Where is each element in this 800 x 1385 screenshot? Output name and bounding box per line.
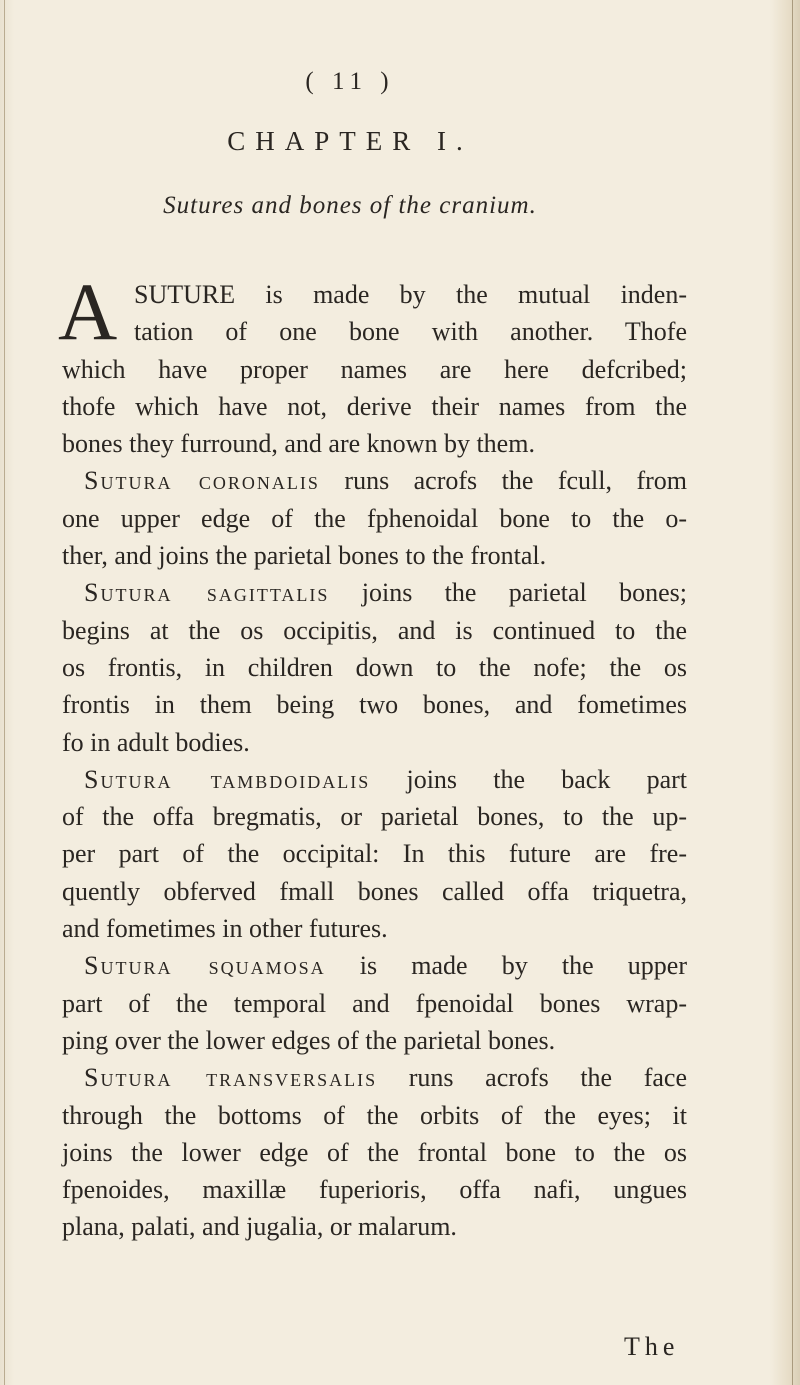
- text-line: tation of one bone with another. Thofe: [134, 317, 687, 347]
- chapter-subtitle: Sutures and bones of the cranium.: [163, 192, 537, 219]
- text-line: os frontis, in children down to the nofe; the os: [62, 652, 687, 682]
- text-line: frontis in them being two bones, and fometimes: [62, 690, 687, 720]
- text-line: bones they furround, and are known by them.: [62, 429, 535, 459]
- text-line: of the offa bregmatis, or parietal bones, to the up-: [62, 802, 687, 832]
- text-line: which have proper names are here defcribed;: [62, 354, 687, 384]
- suture-term: Sutura squamosa: [84, 951, 326, 981]
- text-line: Sutura transversalis runs acrofs the face: [84, 1063, 688, 1093]
- suture-term: Sutura sagittalis: [84, 578, 330, 608]
- body-text: [58, 266, 688, 1246]
- text-line: SUTURE is made by the mutual inden-: [134, 280, 687, 309]
- text-line: ping over the lower edges of the parietal bones.: [62, 1025, 556, 1055]
- suture-term: Sutura tambdoidalis: [84, 764, 371, 794]
- text-line: through the bottoms of the orbits of the eyes; it: [62, 1100, 687, 1130]
- text-line: Sutura squamosa is made by the upper: [84, 951, 688, 981]
- text-line: and fometimes in other futures.: [62, 914, 388, 944]
- text-line: plana, palati, and jugalia, or malarum.: [62, 1212, 457, 1242]
- drop-cap: A: [58, 266, 118, 357]
- text-line: thofe which have not, derive their names from the: [62, 391, 687, 421]
- text-line: Sutura coronalis runs acrofs the fcull, from: [84, 466, 688, 496]
- text-line: begins at the os occipitis, and is continued to the: [62, 615, 687, 645]
- paragraph-sutura-squamosa: [62, 947, 687, 1059]
- text-line: quently obferved fmall bones called offa triquetra,: [62, 876, 687, 906]
- text-line: Sutura sagittalis joins the parietal bones;: [84, 578, 687, 608]
- suture-term: Sutura transversalis: [84, 1063, 378, 1093]
- page-number: ( 11 ): [305, 68, 395, 95]
- text-line: joins the lower edge of the frontal bone to the os: [62, 1137, 687, 1167]
- chapter-heading: CHAPTER I.: [227, 126, 473, 156]
- paragraph-sutura-coronalis: [62, 462, 687, 574]
- text-line: per part of the occipital: In this future are fre-: [62, 839, 687, 869]
- text-line: part of the temporal and fpenoidal bones wrap-: [62, 988, 687, 1018]
- page-edge-right: [792, 0, 793, 1385]
- paragraph-intro: [58, 266, 687, 462]
- paragraph-sutura-transversalis: [62, 1059, 687, 1245]
- paragraph-sutura-tambdoidalis: [62, 761, 687, 947]
- text-line: ther, and joins the parietal bones to the frontal.: [62, 541, 547, 571]
- text-line: fpenoides, maxillæ fuperioris, offa nafi, ungues: [62, 1175, 687, 1205]
- text-line: one upper edge of the fphenoidal bone to the o-: [62, 503, 687, 533]
- text-line: fo in adult bodies.: [62, 727, 250, 757]
- text-line: Sutura tambdoidalis joins the back part: [84, 764, 687, 794]
- suture-term: Sutura coronalis: [84, 466, 320, 496]
- paragraph-sutura-sagittalis: [62, 574, 687, 760]
- catchword: The: [624, 1332, 680, 1361]
